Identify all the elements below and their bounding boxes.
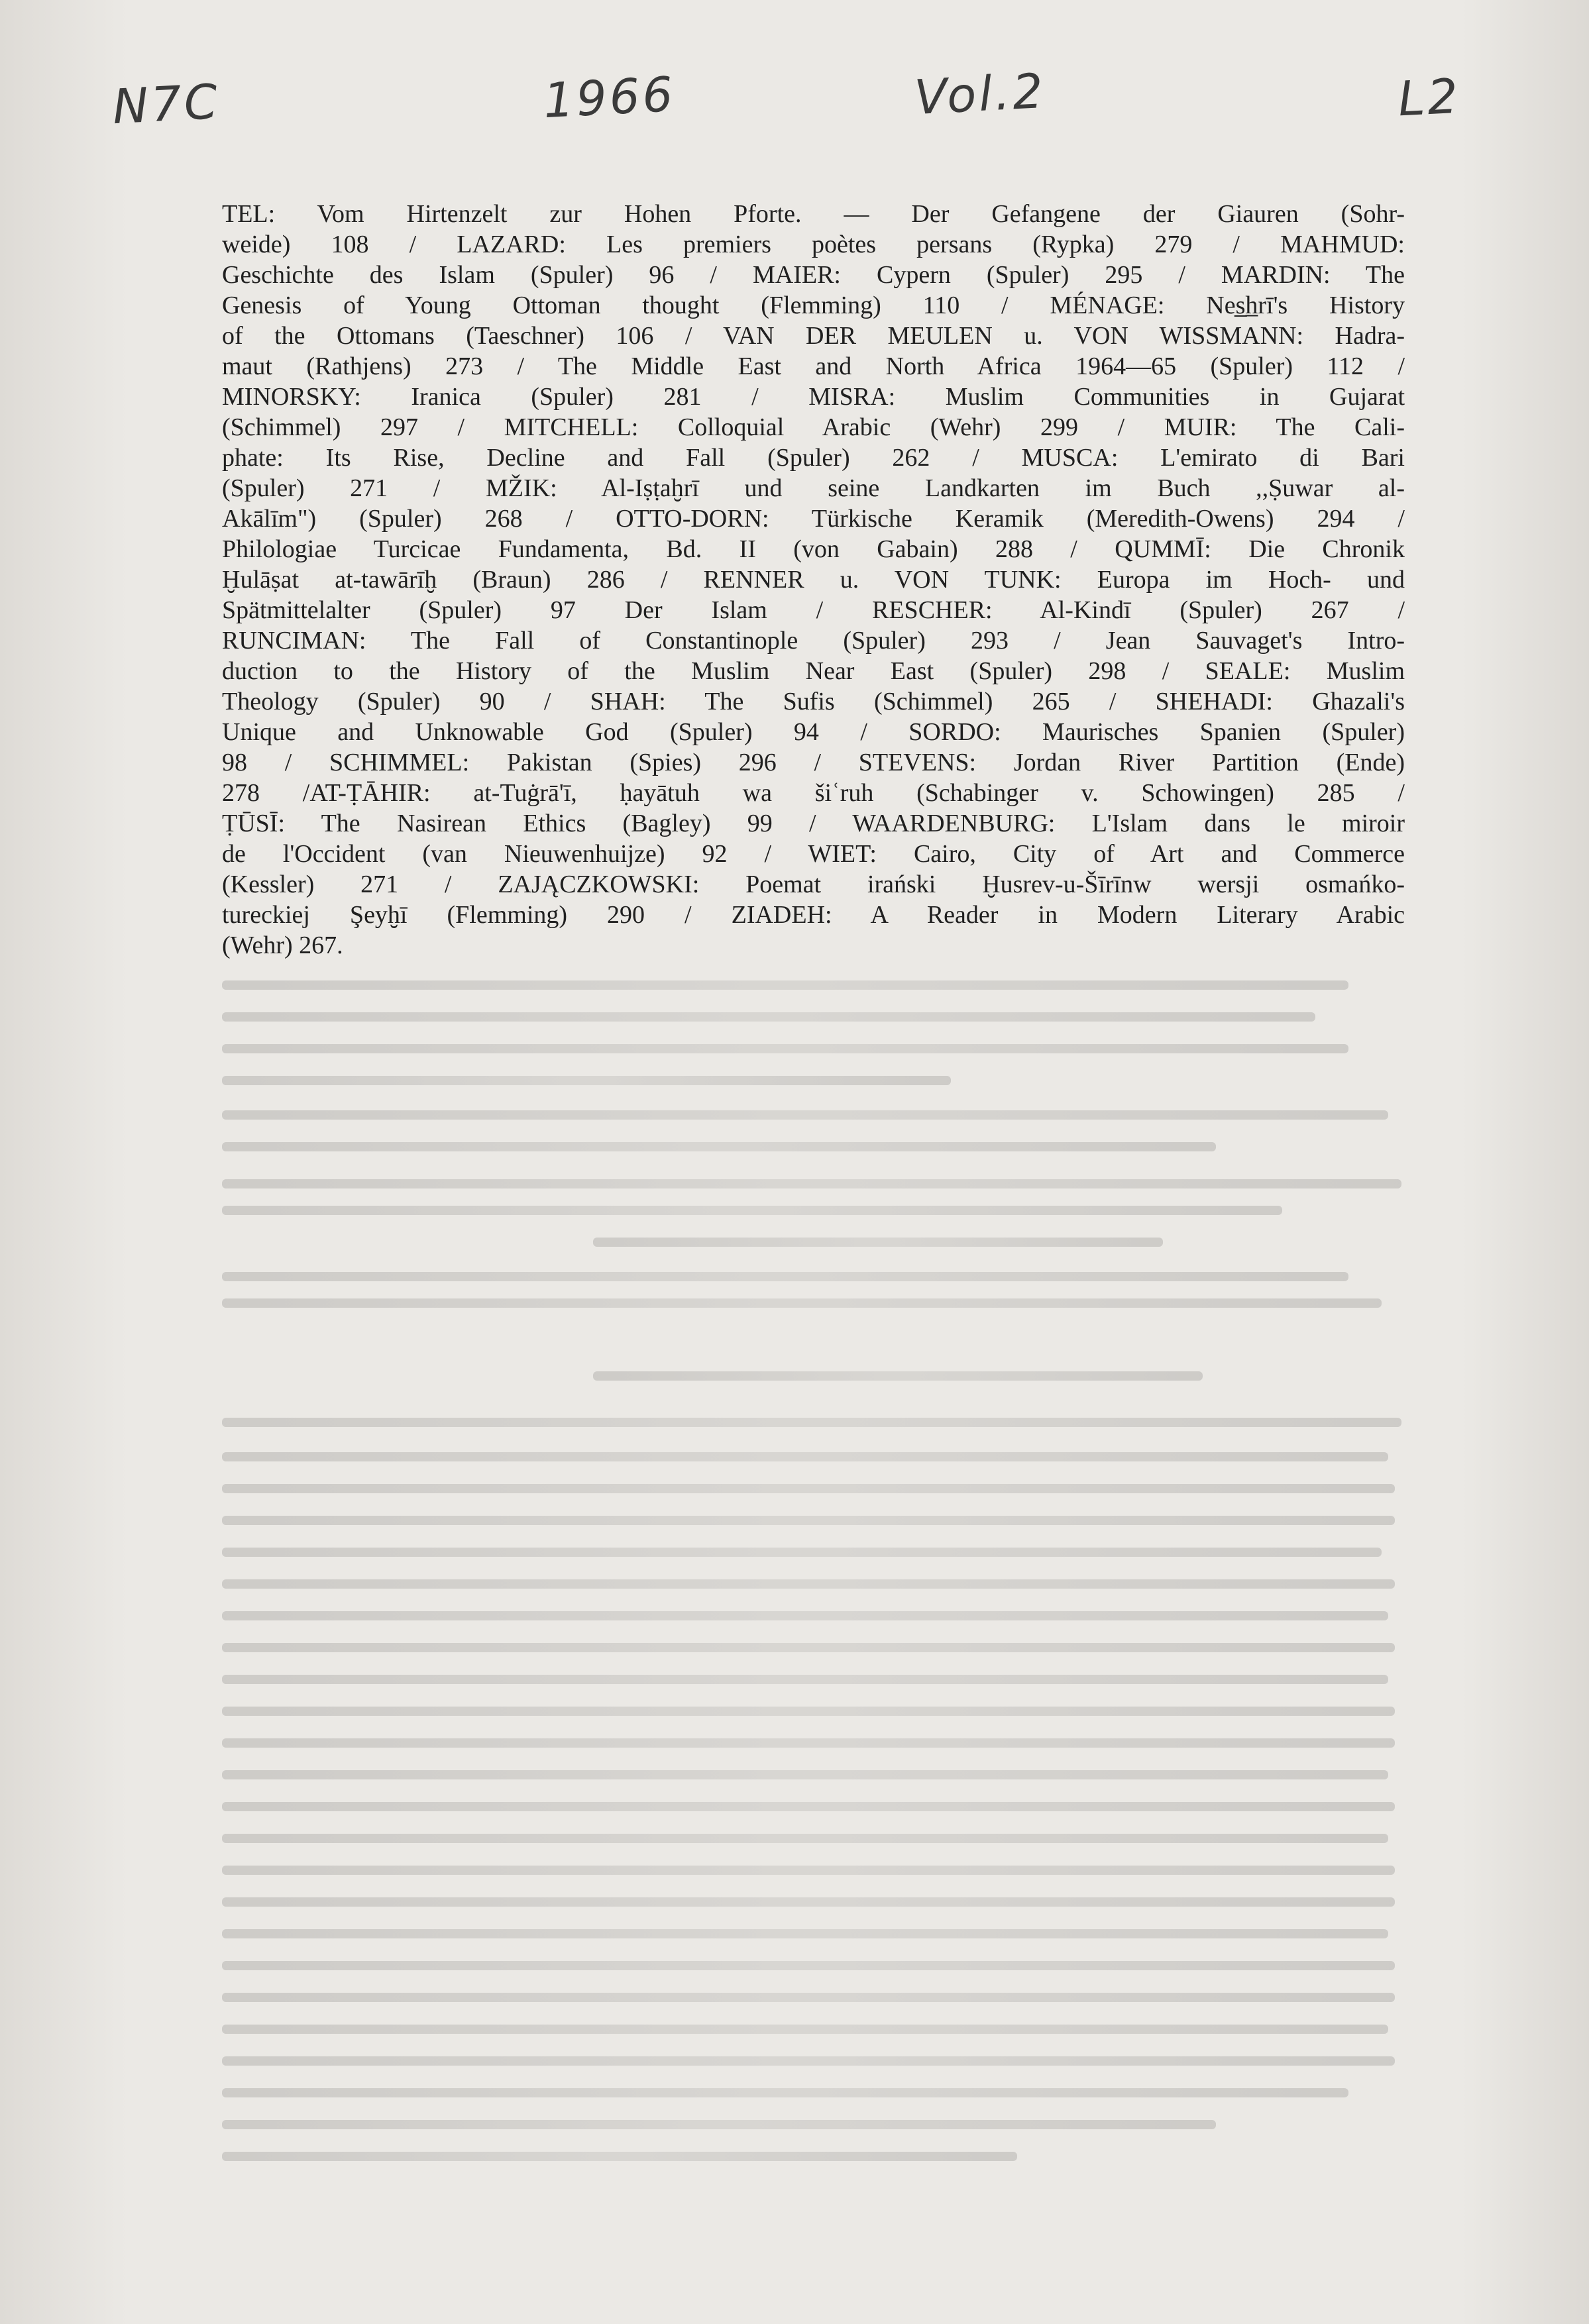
ghost-line (222, 1548, 1382, 1557)
bleed-through-texture (222, 980, 1405, 2219)
ghost-line (222, 1179, 1401, 1188)
ghost-line (222, 1738, 1395, 1748)
ghost-line (593, 1371, 1203, 1381)
text-line: (Wehr) 267. (222, 931, 343, 959)
text-line: duction to the History of the Muslim Near East (Spuler) 298 / SEALE: Muslim (222, 657, 1405, 685)
ghost-line (222, 1076, 951, 1085)
ghost-line (222, 1298, 1382, 1308)
text-line: 98 / SCHIMMEL: Pakistan (Spies) 296 / STEVENS: Jordan River Partition (Ende) (222, 749, 1405, 776)
text-line: Akālīm") (Spuler) 268 / OTTO-DORN: Türkische Keramik (Meredith-Owens) 294 / (222, 505, 1405, 533)
handwritten-mark-3: Vol.2 (912, 62, 1047, 126)
ghost-line (222, 2088, 1348, 2097)
ghost-line (222, 1866, 1395, 1875)
text-line: ṬŪSĪ: The Nasirean Ethics (Bagley) 99 / WAARDENBURG: L'Islam dans le miroir (222, 810, 1405, 837)
text-line: (Kessler) 271 / ZAJĄCZKOWSKI: Poemat irański Ḫusrev-u-Šīrīnw wersji osmańko- (222, 871, 1405, 898)
ghost-line (222, 2152, 1017, 2161)
text-line: phate: Its Rise, Decline and Fall (Spuler) 262 / MUSCA: L'emirato di Bari (222, 444, 1405, 472)
ghost-line (222, 1516, 1395, 1525)
ghost-line (222, 1452, 1388, 1461)
ghost-line (222, 1418, 1401, 1427)
ghost-line (222, 1802, 1395, 1811)
ghost-line (222, 980, 1348, 990)
ghost-line (222, 1012, 1315, 1022)
ghost-line (222, 1897, 1395, 1907)
text-line: (Spuler) 271 / MŽIK: Al-Iṣṭaḫrī und seine Landkarten im Buch ,,Ṣuwar al- (222, 474, 1405, 502)
text-line: RUNCIMAN: The Fall of Constantinople (Spuler) 293 / Jean Sauvaget's Intro- (222, 627, 1405, 655)
ghost-line (222, 1707, 1395, 1716)
ghost-line (222, 1611, 1388, 1620)
text-line: TEL: Vom Hirtenzelt zur Hohen Pforte. — Der Gefangene der Giauren (Sohr- (222, 200, 1405, 228)
ghost-line (222, 1142, 1216, 1151)
text-line: (Schimmel) 297 / MITCHELL: Colloquial Arabic (Wehr) 299 / MUIR: The Cali- (222, 413, 1405, 441)
index-text-block (222, 199, 1405, 961)
handwritten-mark-2: 1966 (541, 66, 677, 129)
ghost-line (222, 1484, 1395, 1493)
text-line: de l'Occident (van Nieuwenhuijze) 92 / WIET: Cairo, City of Art and Commerce (222, 840, 1405, 868)
ghost-line (222, 1834, 1388, 1843)
text-line: Geschichte des Islam (Spuler) 96 / MAIER: Cypern (Spuler) 295 / MARDIN: The (222, 261, 1405, 289)
text-line: Spätmittelalter (Spuler) 97 Der Islam / RESCHER: Al-Kindī (Spuler) 267 / (222, 596, 1405, 624)
ghost-line (222, 2056, 1395, 2066)
ghost-line (222, 1272, 1348, 1281)
ghost-line (222, 1675, 1388, 1684)
text-line: weide) 108 / LAZARD: Les premiers poètes persans (Rypka) 279 / MAHMUD: (222, 231, 1405, 258)
text-line: MINORSKY: Iranica (Spuler) 281 / MISRA: Muslim Communities in Gujarat (222, 383, 1405, 411)
text-line: Genesis of Young Ottoman thought (Flemming) 110 / MÉNAGE: Nes̲h̲rī's History (222, 291, 1405, 319)
handwritten-mark-1: N7C (111, 73, 222, 135)
ghost-line (222, 1110, 1388, 1120)
ghost-line (222, 1206, 1282, 1215)
text-line: Theology (Spuler) 90 / SHAH: The Sufis (Schimmel) 265 / SHEHADI: Ghazali's (222, 688, 1405, 715)
text-line: of the Ottomans (Taeschner) 106 / VAN DER MEULEN u. VON WISSMANN: Hadra- (222, 322, 1405, 350)
ghost-line (222, 1770, 1388, 1779)
ghost-line (222, 1961, 1395, 1970)
ghost-line (222, 1643, 1395, 1652)
text-line: Unique and Unknowable God (Spuler) 94 / SORDO: Maurisches Spanien (Spuler) (222, 718, 1405, 746)
ghost-line (222, 1579, 1395, 1589)
ghost-line (222, 2025, 1388, 2034)
ghost-line (222, 1993, 1395, 2002)
ghost-line (222, 2120, 1216, 2129)
text-line: Philologiae Turcicae Fundamenta, Bd. II (von Gabain) 288 / QUMMĪ: Die Chronik (222, 535, 1405, 563)
text-line: maut (Rathjens) 273 / The Middle East and North Africa 1964—65 (Spuler) 112 / (222, 352, 1405, 380)
ghost-line (222, 1044, 1348, 1053)
text-line: 278 /AT-ṬĀHIR: at-Tuġrā'ī, ḥayātuh wa šiʿruh (Schabinger v. Schowingen) 285 / (222, 779, 1405, 807)
handwritten-mark-4: L2 (1396, 68, 1462, 127)
ghost-line (222, 1929, 1388, 1938)
ghost-line (593, 1238, 1163, 1247)
text-line: tureckiej Şeyḫī (Flemming) 290 / ZIADEH: A Reader in Modern Literary Arabic (222, 901, 1405, 929)
text-line: Ḫulāṣat at-tawārīḫ (Braun) 286 / RENNER u. VON TUNK: Europa im Hoch- und (222, 566, 1405, 594)
